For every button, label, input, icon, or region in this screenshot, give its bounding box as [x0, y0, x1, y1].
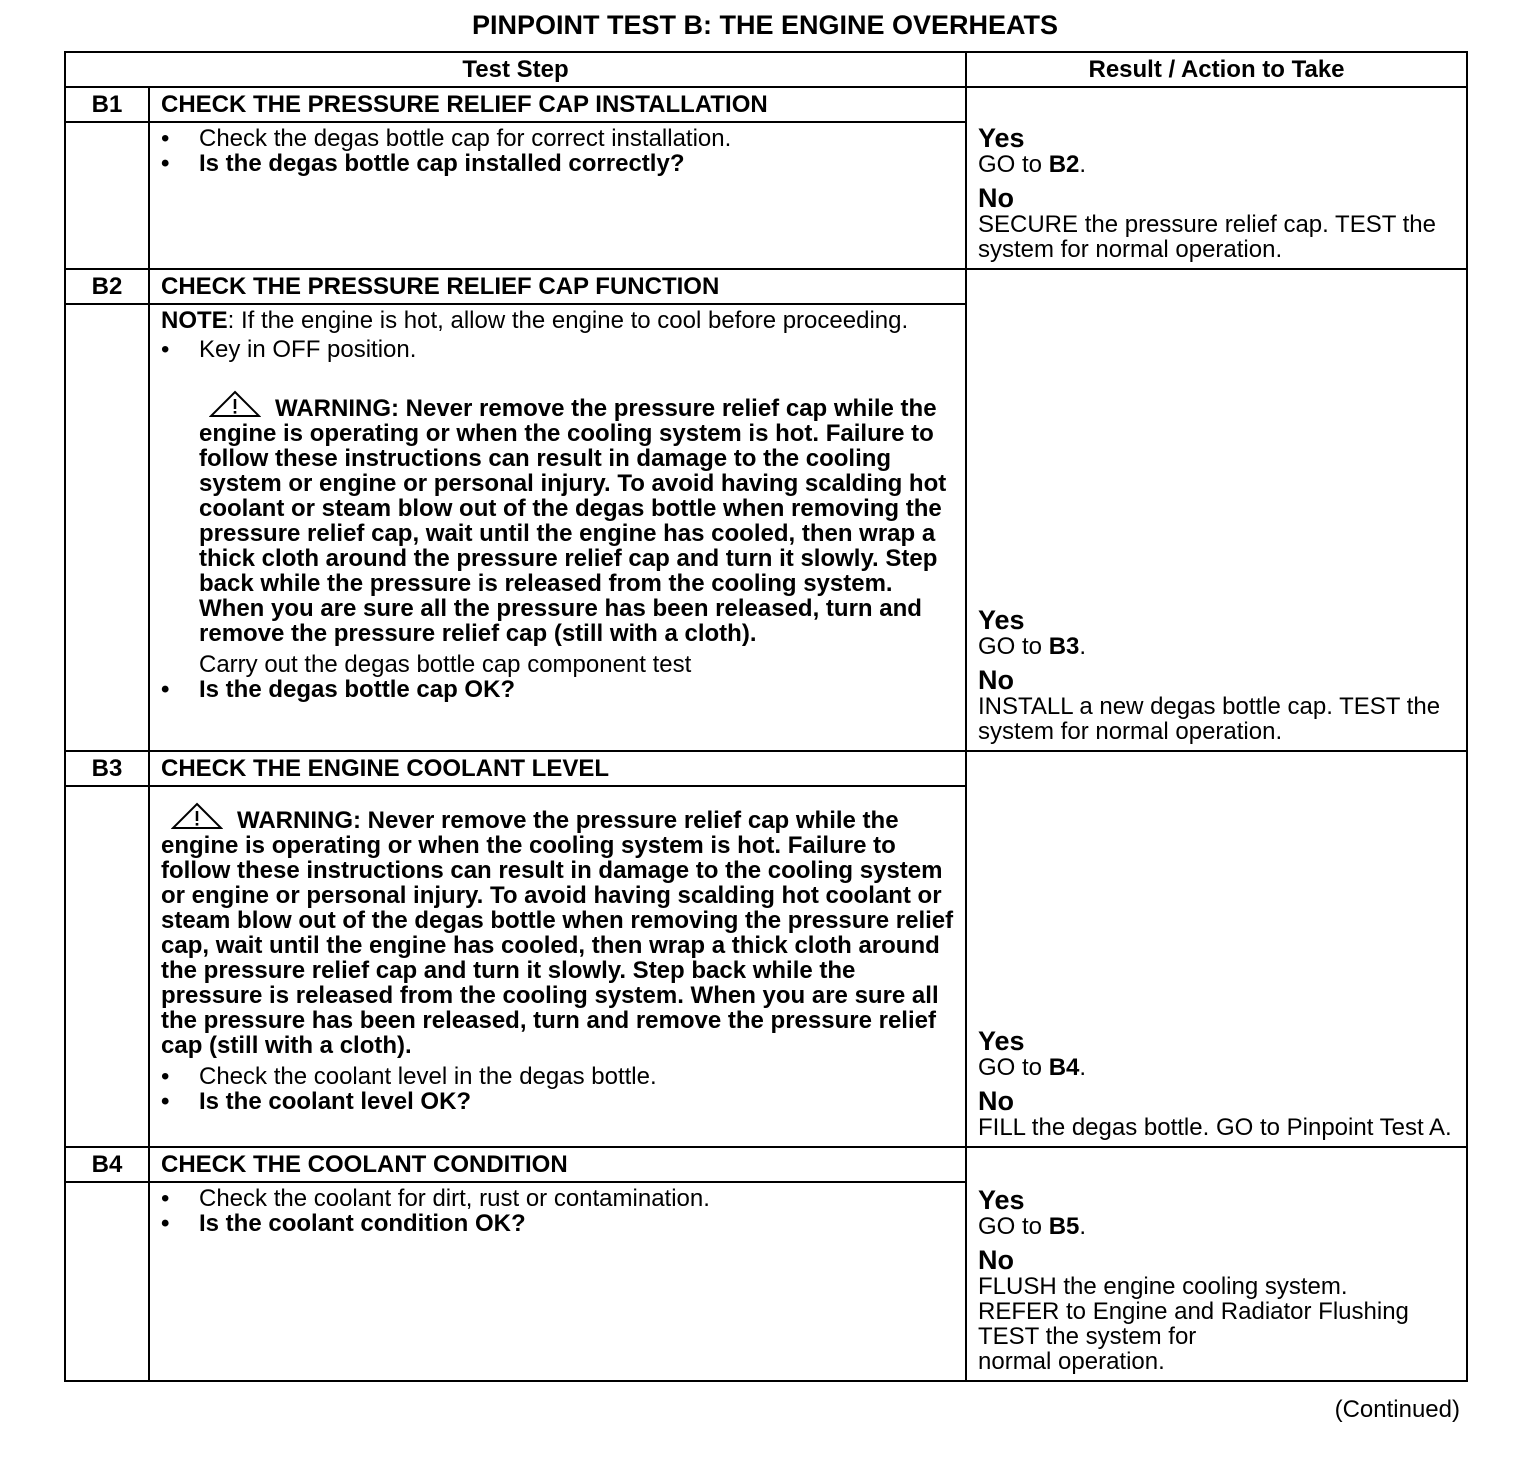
step-b1-title-row — [65, 87, 1467, 122]
no-label: No — [978, 1245, 1014, 1275]
bullet-item: • Check the degas bottle cap for correct installation. — [161, 125, 732, 152]
step-b1-result — [966, 87, 1467, 269]
step-b3-title-row — [65, 751, 1467, 786]
step-b2-result — [966, 269, 1467, 751]
no-action: SECURE the pressure relief cap. TEST the system for normal operation. — [978, 211, 1436, 263]
no-action-line: FLUSH the engine cooling system. — [978, 1273, 1348, 1300]
step-b4-body — [149, 1182, 966, 1381]
step-b4-result — [966, 1147, 1467, 1381]
step-id: B1 — [65, 87, 149, 122]
bullet-question: • Is the degas bottle cap installed correctly? — [161, 150, 685, 177]
yes-label: Yes — [978, 1026, 1025, 1056]
yes-target-link: B5 — [1048, 1213, 1080, 1240]
step-title: CHECK THE COOLANT CONDITION — [149, 1147, 966, 1182]
no-label: No — [978, 1086, 1014, 1116]
header-test-step: Test Step — [65, 52, 966, 87]
step-b2-title-row — [65, 269, 1467, 304]
yes-target-link: B4 — [1048, 1054, 1080, 1081]
note-text: NOTE: If the engine is hot, allow the engine to cool before proceeding. — [161, 307, 909, 334]
yes-action: GO to B2. — [978, 151, 1087, 178]
step-id: B4 — [65, 1147, 149, 1182]
page-title: PINPOINT TEST B: THE ENGINE OVERHEATS — [471, 10, 1059, 40]
step-id: B3 — [65, 751, 149, 786]
bullet-item: • Key in OFF position. — [161, 336, 417, 363]
no-action-line: TEST the system for — [978, 1323, 1197, 1350]
yes-label: Yes — [978, 605, 1025, 635]
step-id: B2 — [65, 269, 149, 304]
continued-note: (Continued) — [1334, 1396, 1460, 1423]
step-b3-body — [149, 786, 966, 1147]
pinpoint-test-table — [64, 51, 1468, 1382]
no-action-line: REFER to Engine and Radiator Flushing — [978, 1298, 1409, 1325]
step-b3-result — [966, 751, 1467, 1147]
bullet-item: • Check the coolant for dirt, rust or contamination. — [161, 1185, 710, 1212]
yes-target-link: B2 — [1048, 151, 1080, 178]
step-title: CHECK THE PRESSURE RELIEF CAP INSTALLATION — [149, 87, 966, 122]
no-label: No — [978, 665, 1014, 695]
warning-block: WARNING: Never remove the pressure relief cap while the engine is operating or when the cooling system is hot. Failure to follow these instructions can result in damage to the cooling system or engine or personal injury. To avoid having scalding hot coolant or steam blow out of the degas bottle when removing the pressure relief cap, wait until the engine has cooled, then wrap a thick cloth around the pressure relief cap and turn it slowly. Step back while the pressure is released from the cooling system. When you are sure all the pressure has been released, turn and remove the pressure relief cap (still with a cloth). — [161, 390, 955, 646]
step-b2-body — [149, 304, 966, 751]
warning-triangle-icon — [209, 390, 261, 418]
bullet-question: • Is the coolant condition OK? — [161, 1210, 526, 1237]
bullet-item: • Check the coolant level in the degas bottle. — [161, 1063, 657, 1090]
bullet-question: • Is the coolant level OK? — [161, 1088, 472, 1115]
no-label: No — [978, 183, 1014, 213]
no-action: INSTALL a new degas bottle cap. TEST the system for normal operation. — [978, 693, 1441, 745]
instruction-text: Carry out the degas bottle cap component test — [199, 651, 692, 678]
no-action: FILL the degas bottle. GO to Pinpoint Test A. — [978, 1114, 1452, 1141]
table-header-row — [65, 52, 1467, 87]
no-action-line: normal operation. — [978, 1348, 1165, 1375]
step-b1-body — [149, 122, 966, 269]
step-b4-title-row — [65, 1147, 1467, 1182]
header-result: Result / Action to Take — [966, 52, 1467, 87]
step-title: CHECK THE PRESSURE RELIEF CAP FUNCTION — [149, 269, 966, 304]
yes-label: Yes — [978, 123, 1025, 153]
bullet-question: • Is the degas bottle cap OK? — [161, 676, 516, 703]
warning-block: WARNING: Never remove the pressure relief cap while the engine is operating or when the cooling system is hot. Failure to follow these instructions can result in damage to the cooling system or engine or personal injury. To avoid having scalding hot coolant or steam blow out of the degas bottle when removing the pressure relief cap, wait until the engine has cooled, then wrap a thick cloth around the pressure relief cap and turn it slowly. Step back while the pressure is released from the cooling system. When you are sure all the pressure has been released, turn and remove the pressure relief cap (still with a cloth). — [161, 802, 955, 1058]
yes-action: GO to B4. — [978, 1054, 1087, 1081]
warning-triangle-icon — [171, 802, 223, 830]
yes-action: GO to B5. — [978, 1213, 1087, 1240]
yes-label: Yes — [978, 1185, 1025, 1215]
step-title: CHECK THE ENGINE COOLANT LEVEL — [149, 751, 966, 786]
yes-action: GO to B3. — [978, 633, 1087, 660]
yes-target-link: B3 — [1048, 633, 1080, 660]
